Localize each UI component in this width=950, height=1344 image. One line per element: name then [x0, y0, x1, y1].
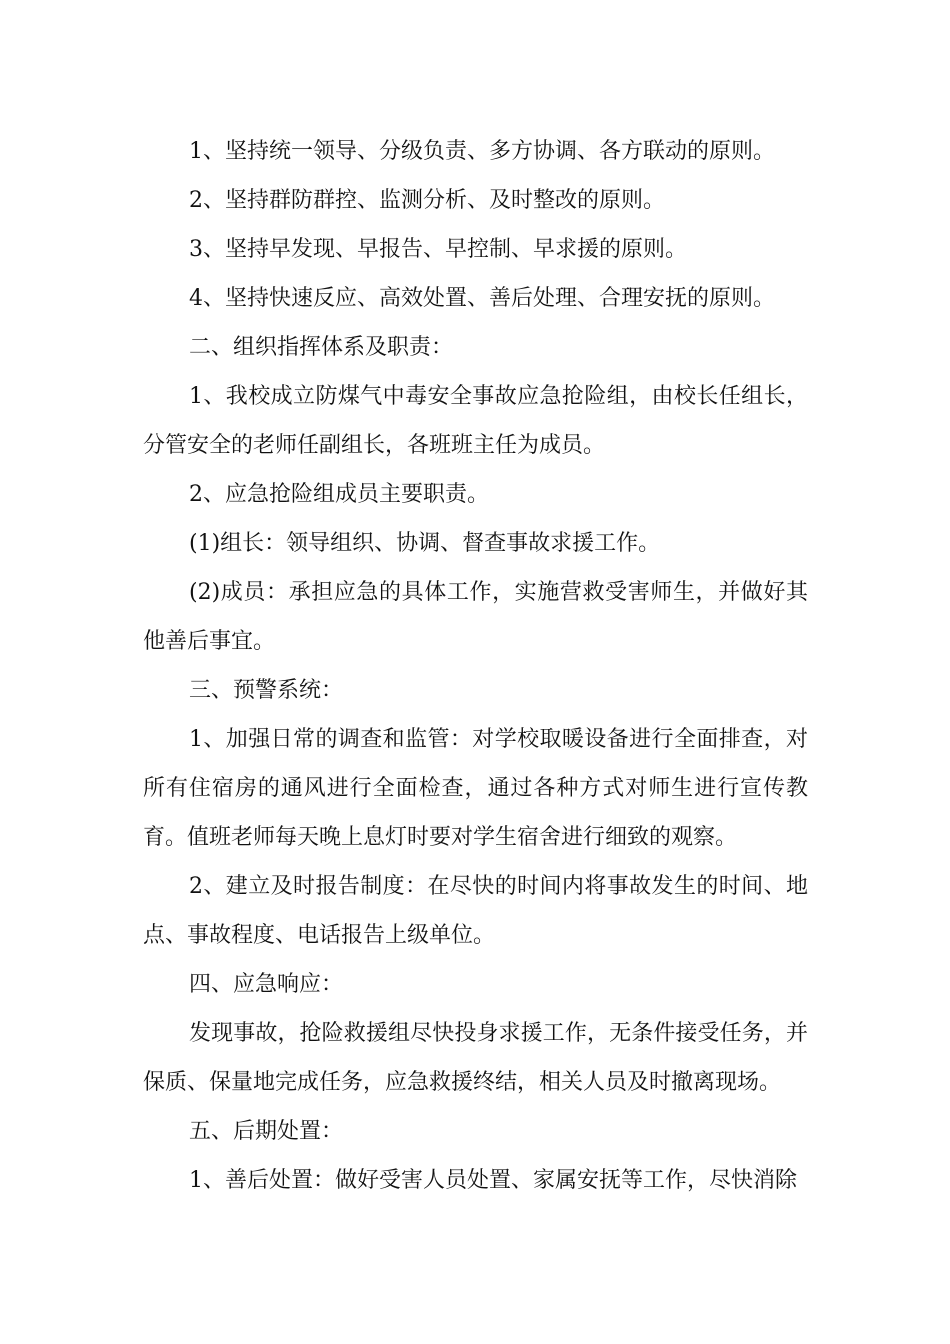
section-heading-warning: 三、预警系统： — [189, 678, 344, 703]
warning-item-1: 1、加强日常的调查和监管：对学校取暖设备进行全面排查，对所有住宿房的通风进行全面检查，通过各种方式对师生进行宣传教育。值班老师每天晚上息灯时要对学生宿舍进行细致的观察。 — [143, 727, 808, 850]
section-heading-response: 四、应急响应： — [189, 972, 344, 997]
organization-item-2: 2、应急抢险组成员主要职责。 — [189, 482, 489, 507]
organization-item-1: 1、我校成立防煤气中毒安全事故应急抢险组，由校长任组长，分管安全的老师任副组长，各班班主任为成员。 — [143, 384, 808, 458]
duty-leader: (1)组长：领导组织、协调、督查事故求援工作。 — [189, 531, 661, 556]
principle-item-1: 1、坚持统一领导、分级负责、多方协调、各方联动的原则。 — [189, 139, 775, 164]
aftermath-item-1: 1、善后处置：做好受害人员处置、家属安抚等工作，尽快消除 — [189, 1168, 797, 1193]
duty-member: (2)成员：承担应急的具体工作，实施营救受害师生，并做好其他善后事宜。 — [143, 580, 808, 654]
section-heading-aftermath: 五、后期处置： — [189, 1119, 344, 1144]
section-heading-organization: 二、组织指挥体系及职责： — [189, 335, 454, 360]
principle-item-3: 3、坚持早发现、早报告、早控制、早求援的原则。 — [189, 237, 687, 262]
document-body — [143, 127, 808, 1205]
response-paragraph: 发现事故，抢险救援组尽快投身求援工作，无条件接受任务，并保质、保量地完成任务，应急救援终结，相关人员及时撤离现场。 — [143, 1021, 808, 1095]
principle-item-2: 2、坚持群防群控、监测分析、及时整改的原则。 — [189, 188, 665, 213]
warning-item-2: 2、建立及时报告制度：在尽快的时间内将事故发生的时间、地点、事故程度、电话报告上级单位。 — [143, 874, 808, 948]
principle-item-4: 4、坚持快速反应、高效处置、善后处理、合理安抚的原则。 — [189, 286, 775, 311]
